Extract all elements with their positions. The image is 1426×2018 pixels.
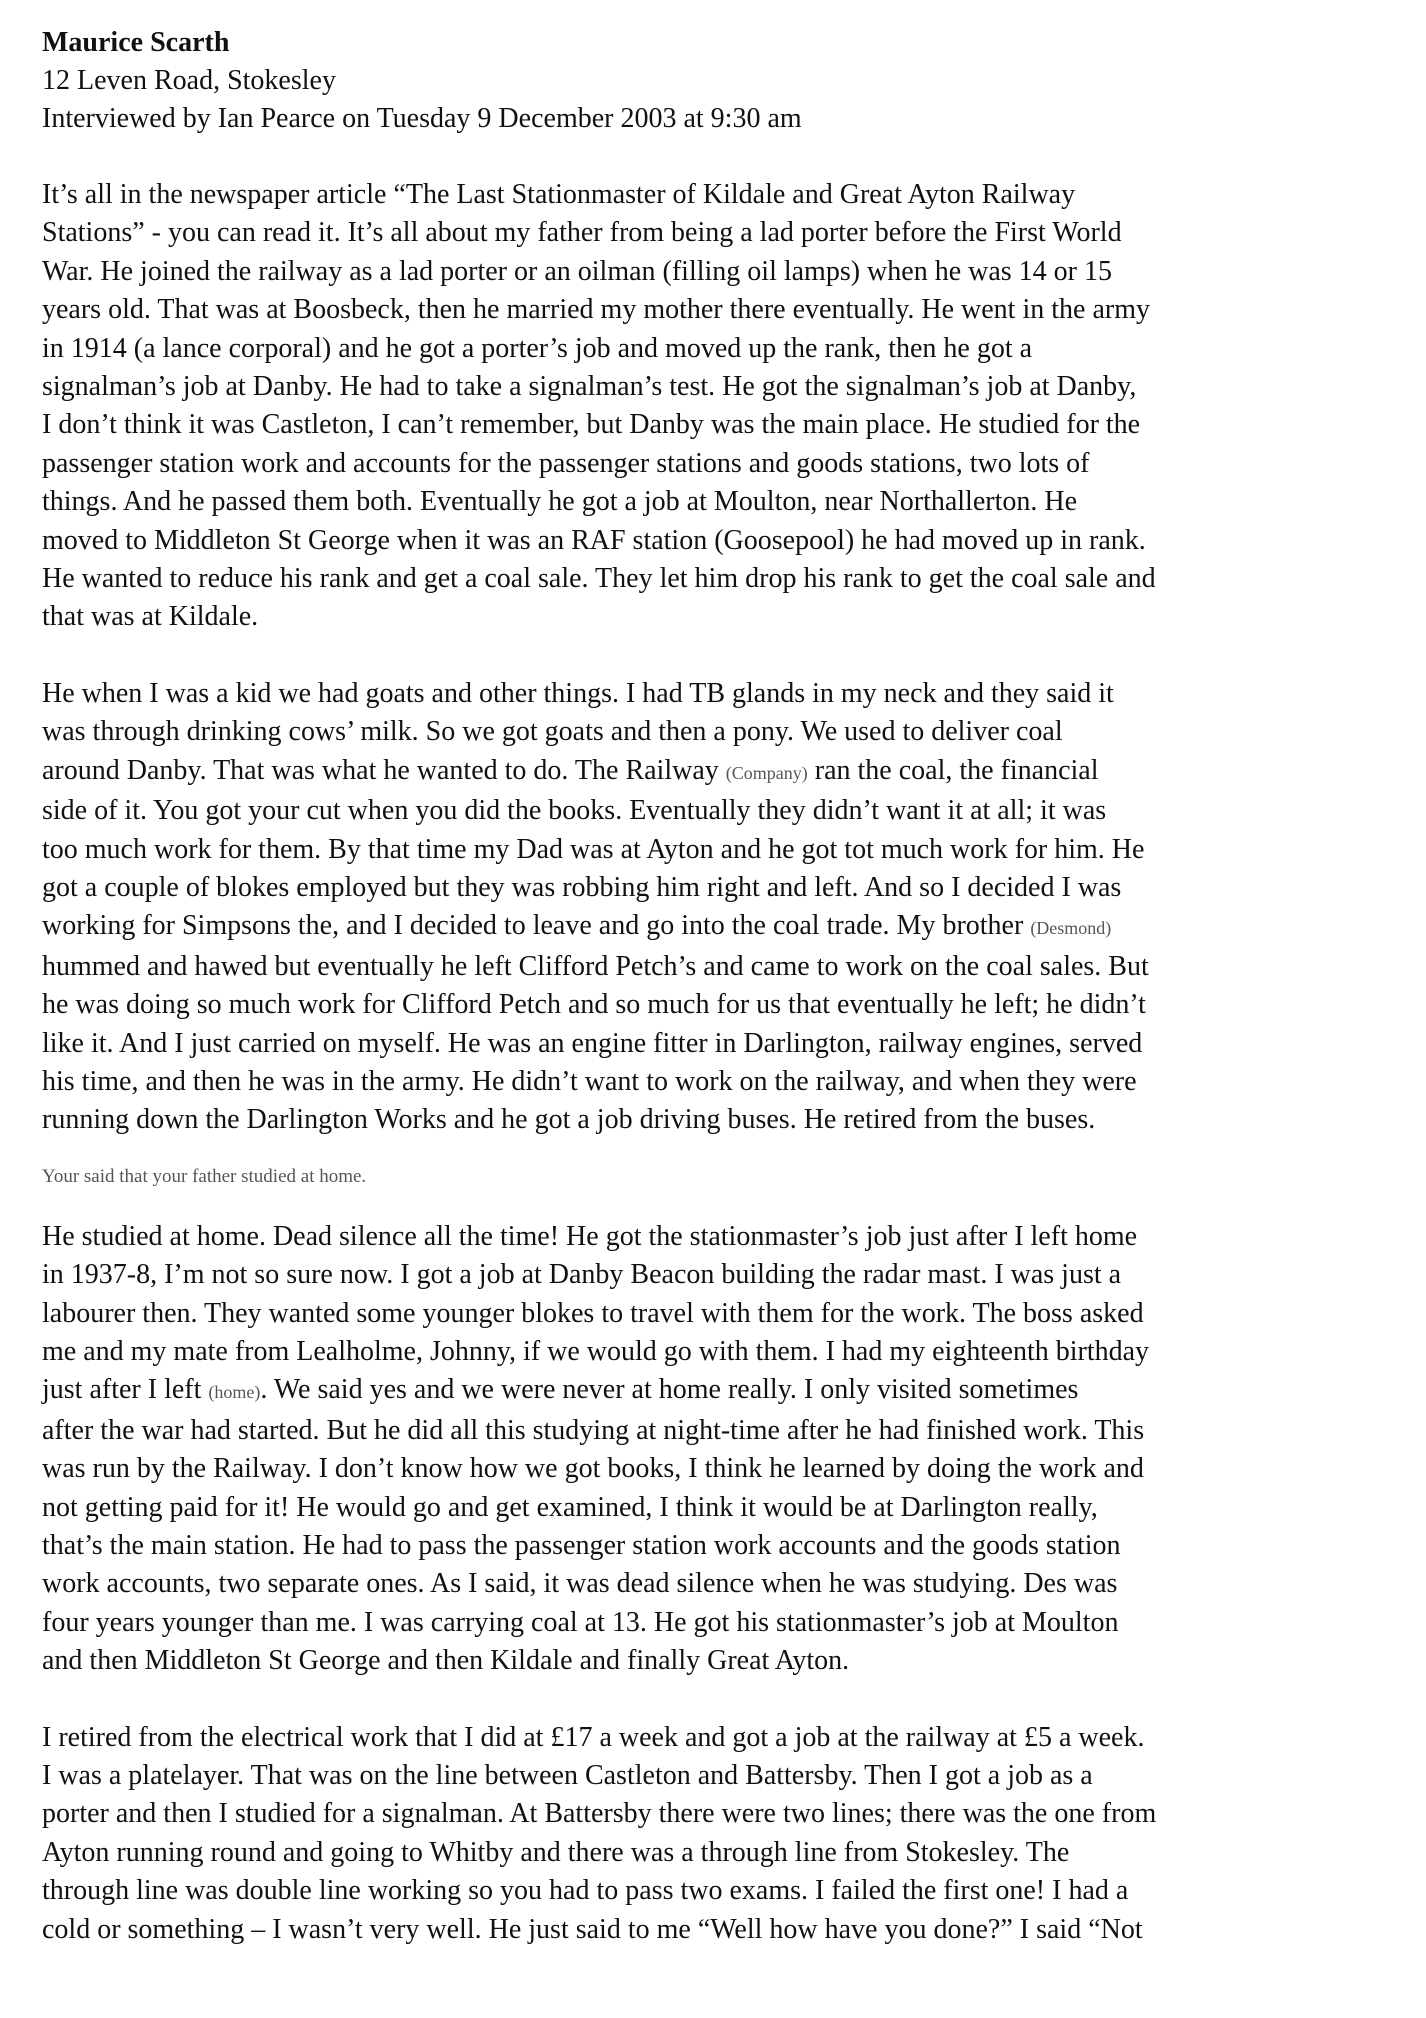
text-line: moved to Middleton St George when it was an RAF station (Goosepool) he had moved up in rank.	[42, 524, 1146, 556]
text-line	[42, 1025, 1402, 1063]
text-line	[42, 1489, 1402, 1527]
text-run: was through drinking cows’ milk. So we got goats and then a pony. We used to deliver coal	[42, 716, 1063, 748]
text-run: his time, and then he was in the army. He didn’t want to work on the railway, and when they were	[42, 1065, 1137, 1097]
text-run: too much work for them. By that time my Dad was at Ayton and he got tot much work for him. He	[42, 833, 1145, 865]
text-line	[42, 1527, 1402, 1565]
paragraph-4	[42, 1719, 1402, 1949]
text-line: years old. That was at Boosbeck, then he married my mother there eventually. He went in the army	[42, 294, 1150, 326]
text-line	[42, 1604, 1402, 1642]
text-run: working for Simpsons the, and I decided to leave and go into the coal trade. My brother	[42, 910, 1031, 942]
text-line	[42, 1295, 1402, 1333]
interview-header	[42, 24, 1402, 138]
text-line	[42, 1642, 1402, 1680]
text-line: It’s all in the newspaper article “The Last Stationmaster of Kildale and Great Ayton Railway	[42, 179, 1076, 210]
text-run: just after I left	[42, 1374, 209, 1406]
text-line: through line was double line working so you had to pass two exams. I failed the first one! I had a	[42, 1875, 1129, 1907]
text-line	[42, 831, 1402, 869]
editor-note: (Desmond)	[1030, 918, 1112, 939]
text-line	[42, 1412, 1402, 1450]
text-line	[42, 1256, 1402, 1294]
editor-note: (Company)	[725, 762, 808, 783]
text-line: things. And he passed them both. Eventually he got a job at Moulton, near Northallerton. He	[42, 486, 1078, 518]
text-line	[42, 1450, 1402, 1488]
text-run: he was doing so much work for Clifford Petch and so much for us that eventually he left; he didn’t	[42, 989, 1146, 1021]
interviewer-question: Your said that your father studied at home.	[42, 1165, 367, 1187]
text-line: Ayton running round and going to Whitby and there was a through line from Stokesley. The	[42, 1836, 1070, 1868]
text-run: work accounts, two separate ones. As I said, it was dead silence when he was studying. Des was	[42, 1568, 1118, 1600]
text-line	[42, 1218, 1402, 1256]
text-line	[42, 948, 1402, 986]
text-run: me and my mate from Lealholme, Johnny, if we would go with them. I had my eighteenth birthday	[42, 1335, 1150, 1367]
text-line: War. He joined the railway as a lad porter or an oilman (filling oil lamps) when he was 14 or 15	[42, 255, 1113, 287]
text-line: signalman’s job at Danby. He had to take a signalman’s test. He got the signalman’s job at Danby,	[42, 371, 1137, 403]
text-line	[42, 1101, 1402, 1139]
text-line	[42, 1565, 1402, 1603]
text-line	[42, 907, 1402, 947]
text-line	[42, 986, 1402, 1024]
text-run: got a couple of blokes employed but they was robbing him right and left. And so I decided I was	[42, 871, 1122, 903]
text-run: like it. And I just carried on myself. He was an engine fitter in Darlington, railway engines, served	[42, 1027, 1143, 1059]
text-run: He when I was a kid we had goats and other things. I had TB glands in my neck and they said it	[42, 677, 1114, 709]
text-line	[42, 713, 1402, 751]
text-run: not getting paid for it! He would go and get examined, I think it would be at Darlington really,	[42, 1491, 1098, 1523]
text-line	[42, 1371, 1402, 1411]
text-line: cold or something – I wasn’t very well. He just said to me “Well how have you done?” I said “Not	[42, 1913, 1143, 1945]
text-run: He studied at home. Dead silence all the time! He got the stationmaster’s job just after I left home	[42, 1220, 1138, 1252]
paragraph-1	[42, 176, 1402, 637]
text-run: four years younger than me. I was carrying coal at 13. He got his stationmaster’s job at Moulton	[42, 1606, 1119, 1638]
text-run: was run by the Railway. I don’t know how we got books, I think he learned by doing the work and	[42, 1453, 1144, 1485]
paragraph-3	[42, 1218, 1402, 1681]
text-line: I don’t think it was Castleton, I can’t remember, but Danby was the main place. He studied for the	[42, 409, 1141, 441]
text-line: porter and then I studied for a signalman. At Battersby there were two lines; there was the one from	[42, 1798, 1157, 1830]
editor-note: (home)	[208, 1382, 261, 1403]
text-line	[42, 869, 1402, 907]
text-line	[42, 1063, 1402, 1101]
text-run: around Danby. That was what he wanted to do. The Railway	[42, 754, 726, 786]
text-line	[42, 792, 1402, 830]
text-run: running down the Darlington Works and he got a job driving buses. He retired from the buses.	[42, 1104, 1096, 1136]
text-run: . We said yes and we were never at home really. I only visited sometimes	[260, 1374, 1079, 1406]
text-line	[42, 1333, 1402, 1371]
text-run: that’s the main station. He had to pass the passenger station work accounts and the goods station	[42, 1530, 1121, 1561]
text-run: and then Middleton St George and then Kildale and finally Great Ayton.	[42, 1645, 850, 1677]
text-run: hummed and hawed but eventually he left Clifford Petch’s and came to work on the coal sales. But	[42, 950, 1149, 982]
text-run: in 1937-8, I’m not so sure now. I got a job at Danby Beacon building the radar mast. I was just a	[42, 1259, 1122, 1291]
text-line: Stations” - you can read it. It’s all about my father from being a lad porter before the First World	[42, 217, 1122, 249]
text-line	[42, 752, 1402, 792]
text-line: passenger station work and accounts for the passenger stations and goods stations, two lots of	[42, 447, 1090, 479]
text-line: I was a platelayer. That was on the line between Castleton and Battersby. Then I got a job as a	[42, 1760, 1093, 1792]
text-line: in 1914 (a lance corporal) and he got a porter’s job and moved up the rank, then he got a	[42, 332, 1033, 364]
text-run: ran the coal, the financial	[807, 754, 1099, 786]
text-line: that was at Kildale.	[42, 601, 259, 633]
text-line: He wanted to reduce his rank and get a coal sale. They let him drop his rank to get the coal sale and	[42, 563, 1156, 595]
text-run: labourer then. They wanted some younger blokes to travel with them for the work. The boss asked	[42, 1297, 1144, 1329]
interview-details: Interviewed by Ian Pearce on Tuesday 9 December 2003 at 9:30 am	[42, 103, 802, 134]
text-line	[42, 675, 1402, 713]
text-line: I retired from the electrical work that I did at £17 a week and got a job at the railway at £5 a week.	[42, 1721, 1145, 1753]
document-page	[42, 24, 1402, 1949]
text-run: side of it. You got your cut when you did the books. Eventually they didn’t want it at all; it was	[42, 795, 1107, 827]
interviewee-name: Maurice Scarth	[42, 27, 230, 58]
paragraph-2	[42, 675, 1402, 1140]
interviewee-address: 12 Leven Road, Stokesley	[42, 65, 336, 96]
text-run: after the war had started. But he did all this studying at night-time after he had finished work. This	[42, 1414, 1145, 1446]
